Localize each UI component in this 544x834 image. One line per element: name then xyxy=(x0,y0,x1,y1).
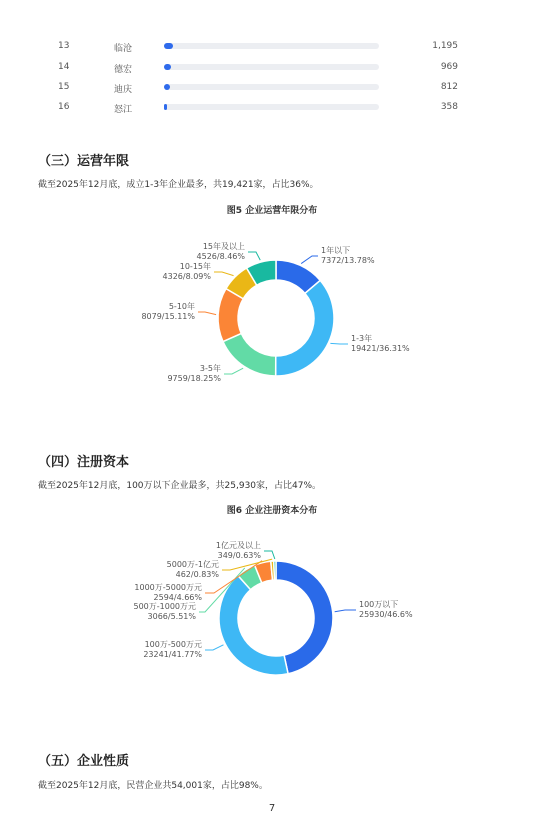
bar-fill xyxy=(164,43,173,49)
slice-name-label: 1000万-5000万元 xyxy=(134,583,202,592)
slice-name-label: 500万-1000万元 xyxy=(133,602,196,611)
donut-slice-1 xyxy=(276,280,334,376)
slice-value-label: 7372/13.78% xyxy=(321,256,375,265)
slice-name-label: 5000万-1亿元 xyxy=(166,560,219,569)
city-cell: 迪庆 xyxy=(114,85,133,95)
slice-name-label: 10-15年 xyxy=(179,262,211,271)
bar-track xyxy=(164,84,379,90)
section-paragraph: 截至2025年12月底，100万以下企业最多，共25,930家，占比47%。 xyxy=(38,481,322,491)
section-heading: （四）注册资本 xyxy=(38,455,130,470)
value-cell: 969 xyxy=(440,62,458,72)
section-heading: （三）运营年限 xyxy=(38,154,130,169)
table-row xyxy=(0,97,544,117)
slice-name-label: 3-5年 xyxy=(199,364,221,373)
rank-cell: 16 xyxy=(58,102,70,112)
slice-value-label: 9759/18.25% xyxy=(167,374,221,383)
table-row xyxy=(0,57,544,77)
rank-cell: 14 xyxy=(58,62,70,72)
bar-track xyxy=(164,43,379,49)
rank-cell: 13 xyxy=(58,41,70,51)
bar-track xyxy=(164,104,379,110)
bar-fill xyxy=(164,64,171,70)
value-cell: 358 xyxy=(440,102,458,112)
bar-fill xyxy=(164,84,170,90)
donut-slice-2 xyxy=(223,333,276,376)
section-paragraph: 截至2025年12月底，成立1-3年企业最多，共19,421家，占比36%。 xyxy=(38,180,319,190)
leader-line-3 xyxy=(198,312,216,315)
slice-name-label: 1年以下 xyxy=(321,246,351,255)
leader-line-1 xyxy=(205,645,223,650)
donut-slice-1 xyxy=(219,576,288,675)
value-cell: 1,195 xyxy=(432,41,458,51)
leader-line-0 xyxy=(301,256,318,264)
slice-name-label: 100万-500万元 xyxy=(144,640,202,649)
bar-fill xyxy=(164,104,167,110)
slice-value-label: 8079/15.11% xyxy=(141,312,195,321)
value-cell: 812 xyxy=(440,82,458,92)
donut-chart-operating-years xyxy=(0,220,544,420)
table-row xyxy=(0,77,544,97)
slice-value-label: 23241/41.77% xyxy=(143,650,202,659)
leader-line-4 xyxy=(214,272,234,276)
chart-title: 图5 企业运营年限分布 xyxy=(226,206,318,216)
slice-value-label: 3066/5.51% xyxy=(147,612,196,621)
donut-chart-registered-capital xyxy=(0,520,544,720)
slice-value-label: 4526/8.46% xyxy=(196,252,245,261)
section-heading: （五）企业性质 xyxy=(38,754,130,769)
leader-line-2 xyxy=(224,368,243,374)
city-cell: 怒江 xyxy=(114,105,133,115)
leader-line-1 xyxy=(330,343,348,344)
table-row xyxy=(0,36,544,56)
city-cell: 临沧 xyxy=(114,44,133,54)
slice-name-label: 1亿元及以上 xyxy=(215,541,261,550)
slice-name-label: 15年及以上 xyxy=(202,242,245,251)
leader-line-0 xyxy=(335,610,356,612)
slice-value-label: 25930/46.6% xyxy=(359,610,413,619)
leader-line-5 xyxy=(264,551,275,559)
section-paragraph: 截至2025年12月底，民营企业共54,001家，占比98%。 xyxy=(38,781,268,791)
leader-line-5 xyxy=(248,252,260,260)
city-cell: 德宏 xyxy=(114,65,133,75)
slice-name-label: 1-3年 xyxy=(351,334,373,343)
bar-track xyxy=(164,64,379,70)
slice-value-label: 462/0.83% xyxy=(175,570,219,579)
slice-value-label: 349/0.63% xyxy=(217,551,261,560)
slice-name-label: 5-10年 xyxy=(168,302,195,311)
slice-value-label: 2594/4.66% xyxy=(153,593,202,602)
chart-title: 图6 企业注册资本分布 xyxy=(226,506,318,516)
rank-cell: 15 xyxy=(58,82,70,92)
slice-value-label: 19421/36.31% xyxy=(351,344,410,353)
page-number: 7 xyxy=(268,803,276,814)
slice-name-label: 100万以下 xyxy=(359,600,399,609)
donut-slice-5 xyxy=(274,561,276,580)
slice-value-label: 4326/8.09% xyxy=(162,272,211,281)
